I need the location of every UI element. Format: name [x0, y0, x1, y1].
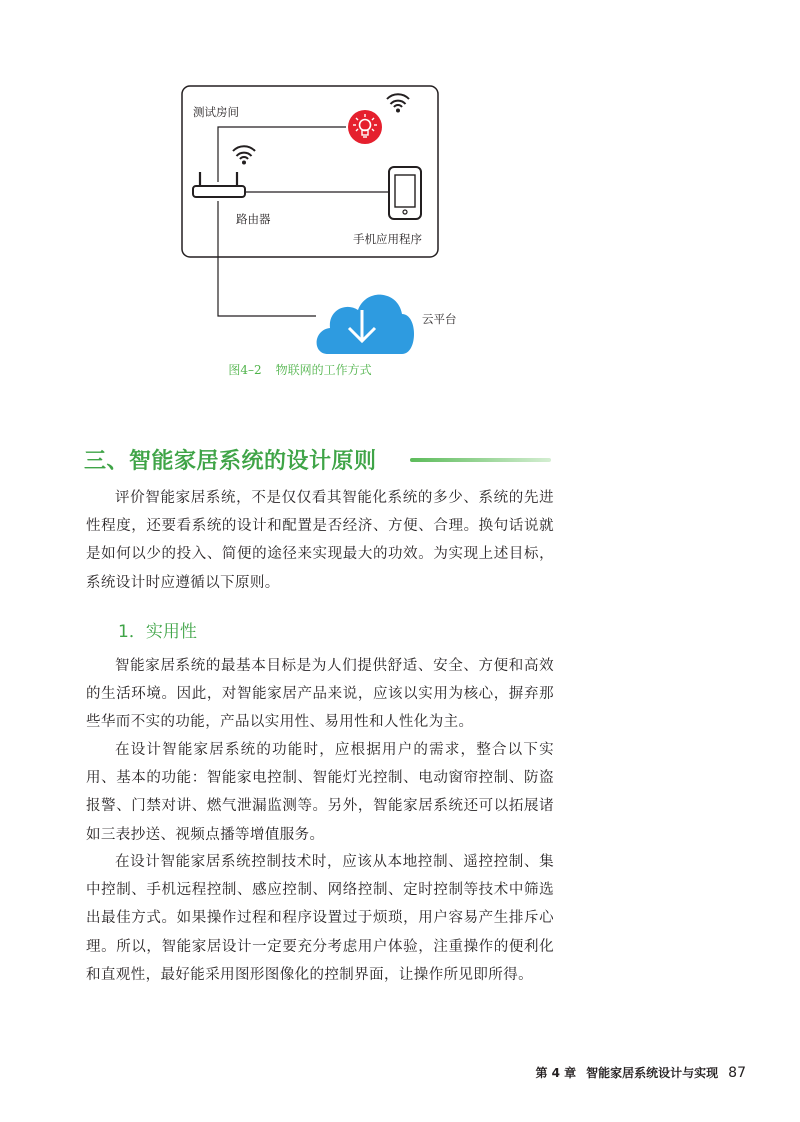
footer-chapter: 第 4 章 — [535, 1066, 577, 1080]
phone-app-label: 手机应用程序 — [353, 232, 422, 246]
light-bulb-icon — [348, 110, 382, 144]
section-heading — [84, 441, 377, 477]
body-paragraph-2: 在设计智能家居系统的功能时，应根据用户的需求，整合以下实用、基本的功能：智能家电控制、智能灯光控制、电动窗帘控制、防盗报警、门禁对讲、燃气泄漏监测等。另外，智能家居系统还可以拓展诸如三表抄送、视频点播等增值服务。 — [86, 742, 554, 843]
wifi-icon — [387, 94, 409, 112]
figure-title: 物联网的工作方式 — [275, 363, 372, 377]
figure-caption — [0, 362, 600, 378]
section-heading-text: 三、智能家居系统的设计原则 — [84, 448, 377, 474]
cloud-download-icon — [317, 295, 414, 354]
router-label: 路由器 — [236, 212, 271, 226]
wifi-icon — [233, 146, 255, 164]
smartphone-icon — [389, 167, 421, 219]
footer-chapter-title: 智能家居系统设计与实现 — [586, 1066, 719, 1080]
body-paragraph-1: 智能家居系统的最基本目标是为人们提供舒适、安全、方便和高效的生活环境。因此，对智能家居产品来说，应该以实用为核心，摒弃那些华而不实的功能，产品以实用性、易用性和人性化为主。 — [86, 658, 554, 731]
heading-decorative-rule — [410, 458, 551, 462]
intro-paragraph: 评价智能家居系统，不是仅仅看其智能化系统的多少、系统的先进性程度，还要看系统的设计和配置是否经济、方便、合理。换句话说就是如何以少的投入、简便的途径来实现最大的功效。为实现上述目标，系统设计时应遵循以下原则。 — [86, 490, 554, 591]
router-icon — [193, 172, 245, 197]
page-footer — [535, 1064, 746, 1081]
room-label: 测试房间 — [193, 105, 239, 119]
figure-number: 图4–2 — [228, 363, 262, 377]
cloud-platform-label: 云平台 — [422, 312, 457, 326]
diagram-graphic — [0, 0, 800, 400]
page-number: 87 — [728, 1065, 746, 1081]
body-paragraph-3: 在设计智能家居系统控制技术时，应该从本地控制、遥控控制、集中控制、手机远程控制、感应控制、网络控制、定时控制等技术中筛选出最佳方式。如果操作过程和程序设置过于烦琐，用户容易产生排斥心理。所以，智能家居设计一定要充分考虑用户体验，注重操作的便利化和直观性，最好能采用图形图像化的控制界面，让操作所见即所得。 — [86, 854, 554, 983]
subsection-heading: 1．实用性 — [118, 622, 197, 642]
